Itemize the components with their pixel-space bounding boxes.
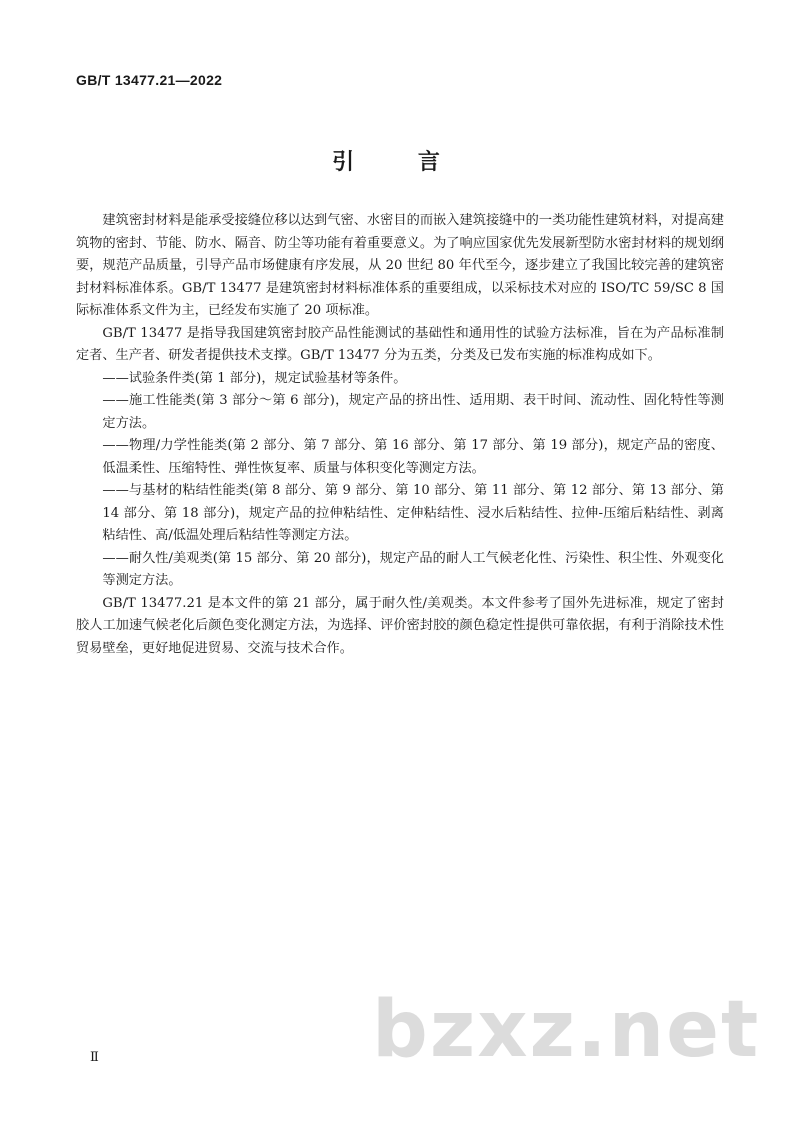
paragraph-1: 建筑密封材料是能承受接缝位移以达到气密、水密目的而嵌入建筑接缝中的一类功能性建筑材料，对提高建筑物的密封、节能、防水、隔音、防尘等功能有着重要意义。为了响应国家优先发展新型防水密封材料的规划纲要，规范产品质量，引导产品市场健康有序发展，从 20 世纪 80 年代至今，逐步建立了我国比较完善的建筑密封材料标准体系。GB/T 13477 是建筑密封材料标准体系的重要组成，以采标技术对应的 ISO/TC 59/SC 8 国际标准体系文件为主，已经发布实施了 20 项标准。 xyxy=(76,213,724,318)
closing-paragraph: GB/T 13477.21 是本文件的第 21 部分，属于耐久性/美观类。本文件参考了国外先进标准，规定了密封胶人工加速气候老化后颜色变化测定方法，为选择、评价密封胶的颜色稳定性提供可靠依据，有利于消除技术性贸易壁垒，更好地促进贸易、交流与技术合作。 xyxy=(76,595,724,656)
list-item-2: ——施工性能类(第 3 部分～第 6 部分)，规定产品的挤出性、适用期、表干时间、流动性、固化特性等测定方法。 xyxy=(102,393,724,431)
page-number: Ⅱ xyxy=(90,1050,99,1065)
list-item-3: ——物理/力学性能类(第 2 部分、第 7 部分、第 16 部分、第 17 部分、第 19 部分)，规定产品的密度、低温柔性、压缩特性、弹性恢复率、质量与体积变化等测定方法。 xyxy=(102,438,724,476)
body-text xyxy=(76,210,724,660)
section-title: 引 言 xyxy=(332,150,468,175)
list-item-5: ——耐久性/美观类(第 15 部分、第 20 部分)，规定产品的耐人工气候老化性、污染性、积尘性、外观变化等测定方法。 xyxy=(102,550,724,588)
watermark: bzxz.net xyxy=(372,985,761,1075)
paragraph-2: GB/T 13477 是指导我国建筑密封胶产品性能测试的基础性和通用性的试验方法标准，旨在为产品标准制定者、生产者、研发者提供技术支撑。GB/T 13477 分为五类，分类及已发布实施的标准构成如下。 xyxy=(76,325,724,363)
list-item-1: ——试验条件类(第 1 部分)，规定试验基材等条件。 xyxy=(102,370,407,386)
list-item-4: ——与基材的粘结性能类(第 8 部分、第 9 部分、第 10 部分、第 11 部分、第 12 部分、第 13 部分、第 14 部分、第 18 部分)，规定产品的拉伸粘结性、定伸粘结性、浸水后粘结性、拉伸-压缩后粘结性、剥离粘结性、高/低温处理后粘结性等测定方法。 xyxy=(102,483,724,543)
document-code: GB/T 13477.21—2022 xyxy=(76,72,223,88)
